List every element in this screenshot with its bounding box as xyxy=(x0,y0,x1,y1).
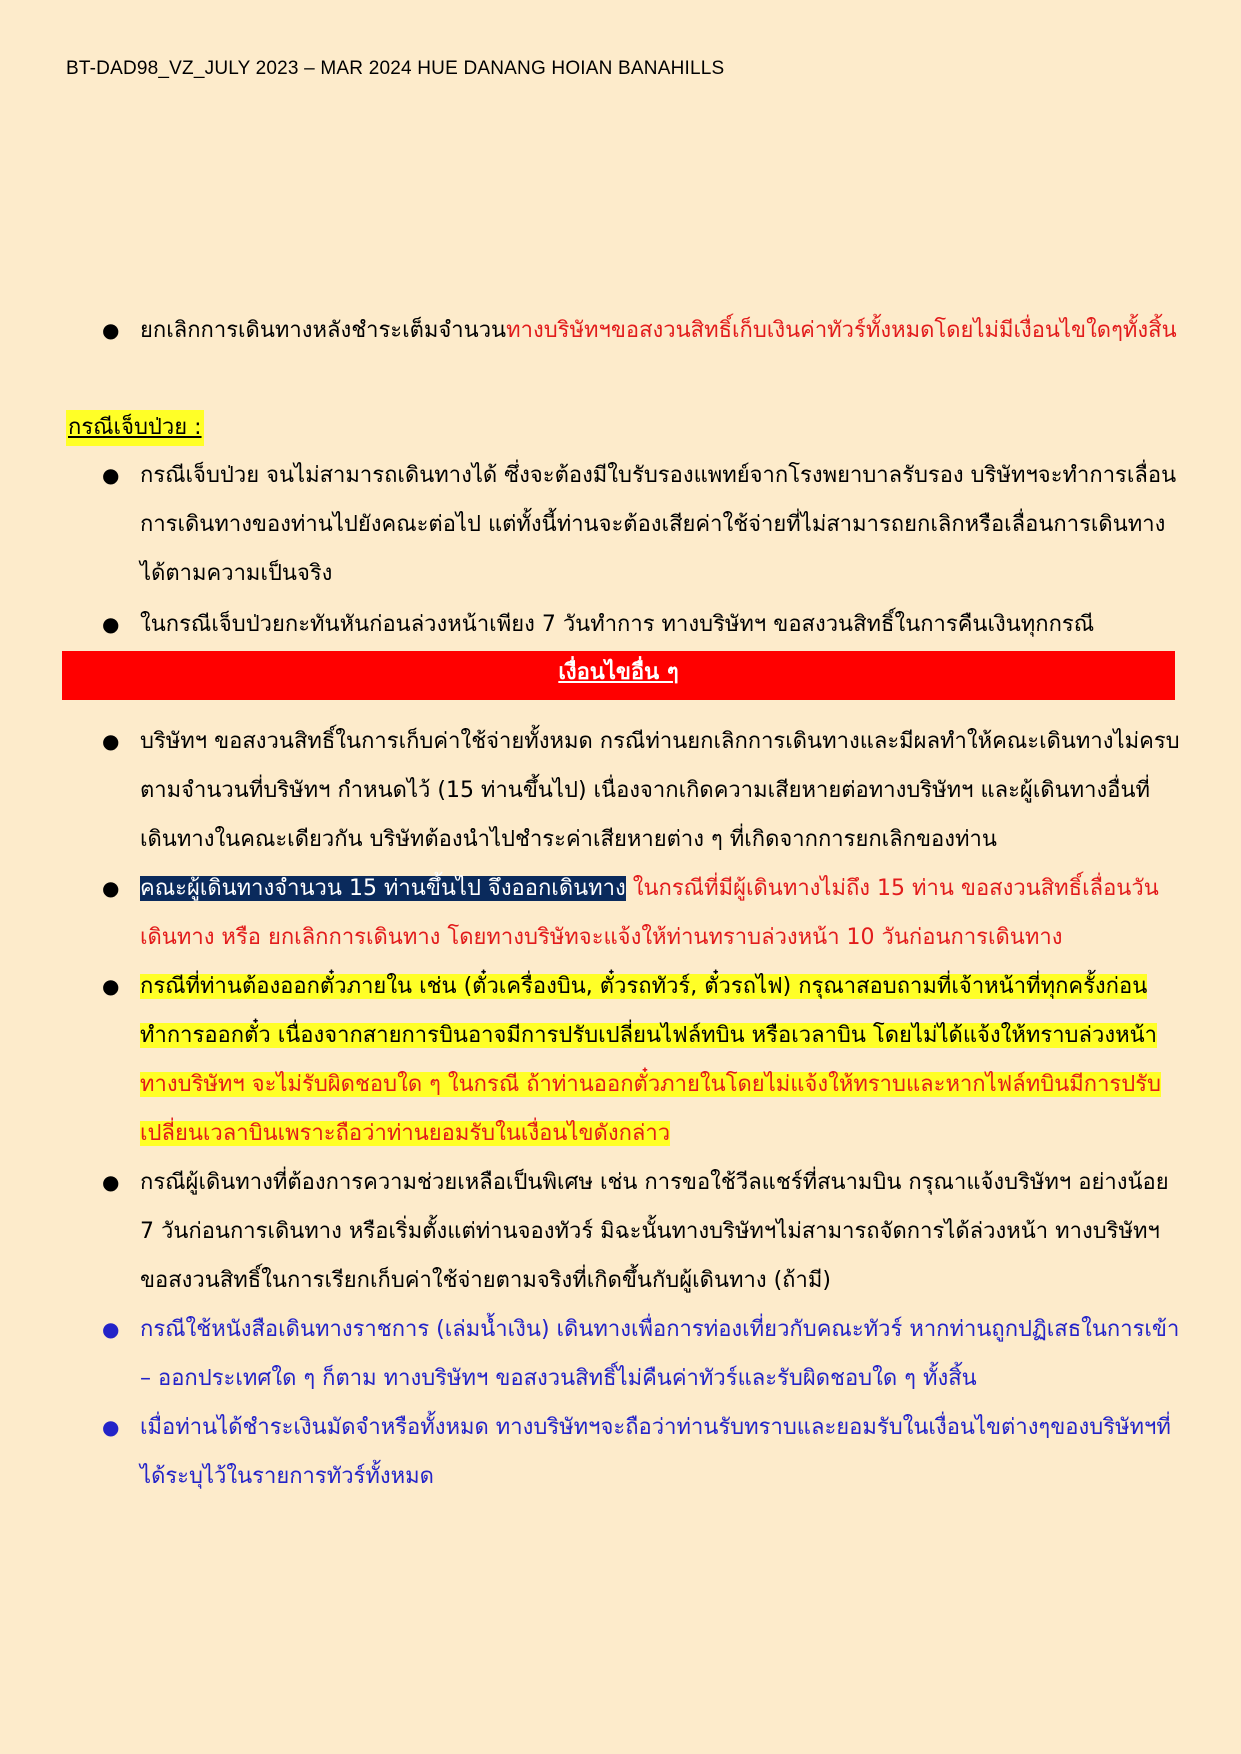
group-size-highlight: คณะผู้เดินทางจำนวน 15 ท่านขึ้นไป จึงออกเดินทาง xyxy=(140,876,626,901)
list-item xyxy=(62,1305,1181,1403)
sick-heading: กรณีเจ็บป่วย : xyxy=(66,410,204,446)
list-item xyxy=(62,1403,1181,1501)
sick-item-text: กรณีเจ็บป่วย จนไม่สามารถเดินทางได้ ซึ่งจะต้องมีใบรับรองแพทย์จากโรงพยาบาลรับรอง บริษัทฯจะทำการเลื่อนการเดินทางของท่านไปยังคณะต่อไป แต่ทั้งนี้ท่านจะต้องเสียค่าใช้จ่ายที่ไม่สามารถยกเลิกหรือเลื่อนการเดินทางได้ตามความเป็นจริง xyxy=(140,463,1177,586)
list-item xyxy=(62,864,1181,962)
sick-item-text: ในกรณีเจ็บป่วยกะทันหันก่อนล่วงหน้าเพียง 7 วันทำการ ทางบริษัทฯ ขอสงวนสิทธิ์ในการคืนเงินทุกกรณี xyxy=(140,612,1095,637)
bullet-icon: ● xyxy=(102,1170,120,1194)
list-item xyxy=(62,1158,1181,1305)
list-item xyxy=(62,451,1181,598)
ticket-liability-highlight: ทางบริษัทฯ จะไม่รับผิดชอบใด ๆ ในกรณี ถ้าท่านออกตั๋วภายในโดยไม่แจ้งให้ทราบและหากไฟล์ทบินมีการปรับเปลี่ยนเวลาบินเพราะถือว่าท่านยอมรับในเงื่อนไขดังกล่าว xyxy=(140,1072,1161,1146)
bullet-icon: ● xyxy=(102,1317,120,1341)
other-conditions-banner: เงื่อนไขอื่น ๆ xyxy=(62,651,1175,700)
cancellation-section xyxy=(62,306,1181,355)
list-item xyxy=(62,600,1181,649)
bullet-icon: ● xyxy=(102,318,120,342)
document-header: BT-DAD98_VZ_JULY 2023 – MAR 2024 HUE DANANG HOIAN BANAHILLS xyxy=(66,58,725,79)
condition-text: ในกรณีที่มีผู้เดินทางไม่ถึง 15 ท่าน ขอสงวนสิทธิ์เลื่อนวันเดินทาง หรือ ยกเลิกการเดินทาง โดยทางบริษัทจะแจ้งให้ท่านทราบล่วงหน้า 10 วันก่อนการเดินทาง xyxy=(140,876,1159,950)
other-conditions-section xyxy=(62,717,1181,1501)
bullet-icon: ● xyxy=(102,729,120,753)
condition-text: บริษัทฯ ขอสงวนสิทธิ์ในการเก็บค่าใช้จ่ายทั้งหมด กรณีท่านยกเลิกการเดินทางและมีผลทำให้คณะเดินทางไม่ครบตามจำนวนที่บริษัทฯ กำหนดไว้ (15 ท่านขึ้นไป) เนื่องจากเกิดความเสียหายต่อทางบริษัทฯ และผู้เดินทางอื่นที่เดินทางในคณะเดียวกัน บริษัทต้องนำไปชำระค่าเสียหายต่าง ๆ ที่เกิดจากการยกเลิกของท่าน xyxy=(140,729,1180,852)
condition-text: เมื่อท่านได้ชำระเงินมัดจำหรือทั้งหมด ทางบริษัทฯจะถือว่าท่านรับทราบและยอมรับในเงื่อนไขต่างๆของบริษัทฯที่ได้ระบุไว้ในรายการทัวร์ทั้งหมด xyxy=(140,1415,1171,1489)
ticket-notice-highlight: กรณีที่ท่านต้องออกตั๋วภายใน เช่น (ตั๋วเครื่องบิน, ตั๋วรถทัวร์, ตั๋วรถไฟ) กรุณาสอบถามที่เจ้าหน้าที่ทุกครั้งก่อนทำการออกตั๋ว เนื่องจากสายการบินอาจมีการปรับเปลี่ยนไฟล์ทบิน หรือเวลาบิน โดยไม่ได้แจ้งให้ทราบล่วงหน้า xyxy=(140,974,1157,1048)
cancel-policy-text: ทางบริษัทฯขอสงวนสิทธิ์เก็บเงินค่าทัวร์ทั้งหมดโดยไม่มีเงื่อนไขใดๆทั้งสิ้น xyxy=(506,318,1177,343)
list-item xyxy=(62,717,1181,864)
bullet-icon: ● xyxy=(102,1415,120,1439)
list-item xyxy=(62,962,1181,1158)
bullet-icon: ● xyxy=(102,974,120,998)
condition-text: กรณีผู้เดินทางที่ต้องการความช่วยเหลือเป็นพิเศษ เช่น การขอใช้วีลแชร์ที่สนามบิน กรุณาแจ้งบริษัทฯ อย่างน้อย 7 วันก่อนการเดินทาง หรือเริ่มตั้งแต่ท่านจองทัวร์ มิฉะนั้นทางบริษัทฯไม่สามารถจัดการได้ล่วงหน้า ทางบริษัทฯขอสงวนสิทธิ์ในการเรียกเก็บค่าใช้จ่ายตามจริงที่เกิดขึ้นกับผู้เดินทาง (ถ้ามี) xyxy=(140,1170,1169,1293)
list-item xyxy=(62,306,1181,355)
bullet-icon: ● xyxy=(102,612,120,636)
condition-text: กรณีใช้หนังสือเดินทางราชการ (เล่มน้ำเงิน) เดินทางเพื่อการท่องเที่ยวกับคณะทัวร์ หากท่านถูกปฏิเสธในการเข้า – ออกประเทศใด ๆ ก็ตาม ทางบริษัทฯ ขอสงวนสิทธิ์ไม่คืนค่าทัวร์และรับผิดชอบใด ๆ ทั้งสิ้น xyxy=(140,1317,1180,1391)
bullet-icon: ● xyxy=(102,463,120,487)
sick-section xyxy=(62,451,1181,649)
cancel-text: ยกเลิกการเดินทางหลังชำระเต็มจำนวน xyxy=(140,318,507,343)
bullet-icon: ● xyxy=(102,876,120,900)
